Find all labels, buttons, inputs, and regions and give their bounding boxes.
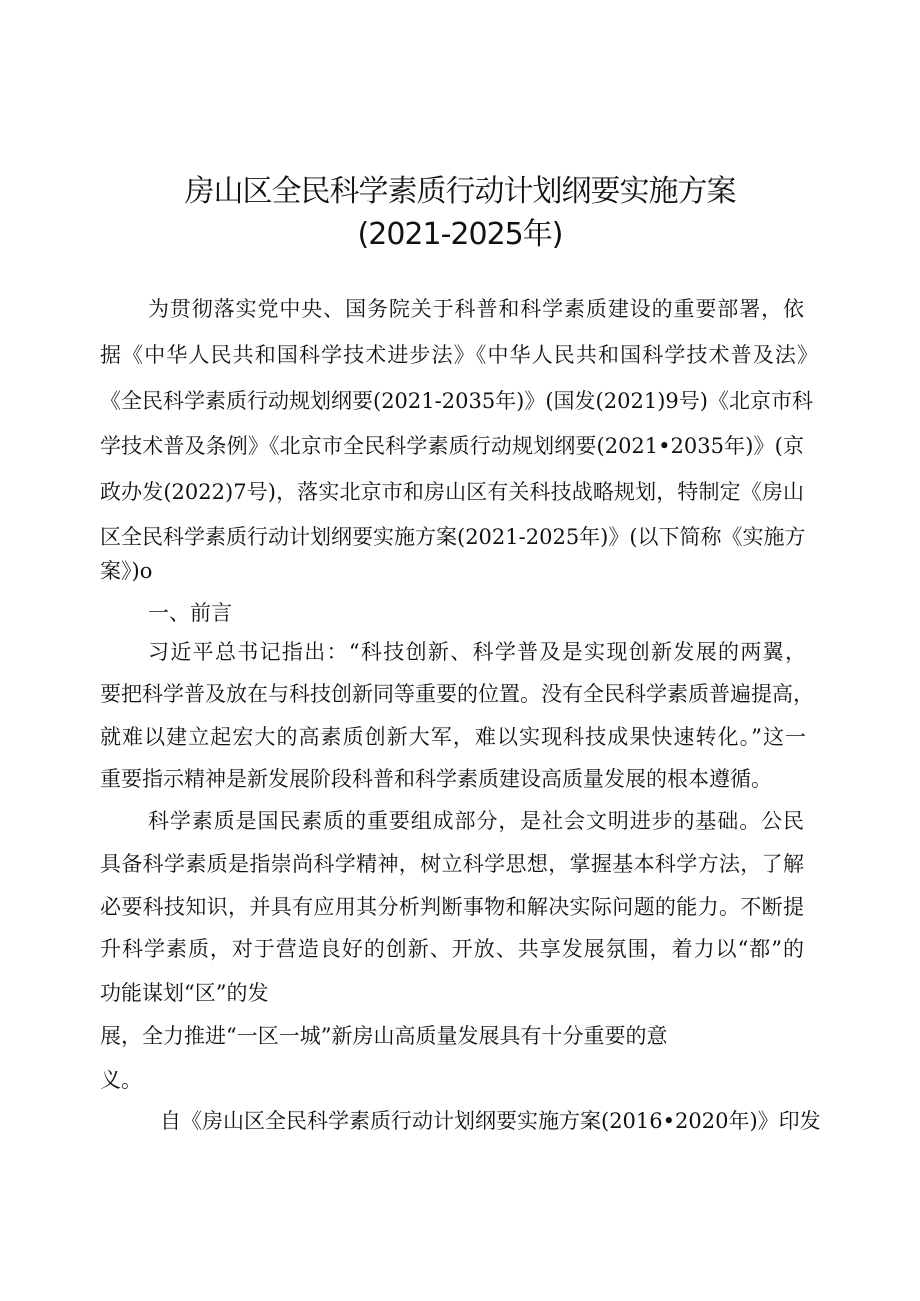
paragraph-line: 义。	[100, 1068, 142, 1092]
paragraph-line: 学技术普及条例》《北京市全民科学素质行动规划纲要(2021•2035年)》(京	[100, 434, 804, 458]
paragraph-line: 必要科技知识，并具有应用其分析判断事物和解决实际问题的能力。不断提	[100, 895, 804, 919]
paragraph-line: 据《中华人民共和国科学技术进步法》《中华人民共和国科学技术普及法》	[100, 343, 818, 367]
paragraph-line: 重要指示精神是新发展阶段科普和科学素质建设高质量发展的根本遵循。	[100, 767, 772, 791]
document-title: 房山区全民科学素质行动计划纲要实施方案	[184, 174, 736, 209]
paragraph-line: 就难以建立起宏大的高素质创新大军，难以实现科技成果快速转化。”这一	[100, 725, 806, 749]
paragraph-line: 自《房山区全民科学素质行动计划纲要实施方案(2016•2020年)》印发	[160, 1109, 821, 1133]
paragraph-line: 区全民科学素质行动计划纲要实施方案(2021-2025年)》(以下简称《实施方	[100, 525, 806, 549]
paragraph-line: 《全民科学素质行动规划纲要(2021-2035年)》(国发(2021)9号)《北京市科	[100, 389, 813, 413]
paragraph-line: 具备科学素质是指崇尚科学精神，树立科学思想，掌握基本科学方法，了解	[100, 852, 804, 876]
paragraph-line: 科学素质是国民素质的重要组成部分，是社会文明进步的基础。公民	[148, 809, 804, 833]
paragraph-line: 习近平总书记指出：“科技创新、科学普及是实现创新发展的两翼，	[148, 640, 806, 664]
paragraph-line: 为贯彻落实党中央、国务院关于科普和科学素质建设的重要部署，依	[148, 297, 804, 321]
paragraph-line: 案》)o	[100, 559, 153, 583]
paragraph-line: 政办发(2022)7号)，落实北京市和房山区有关科技战略规划，特制定《房山	[100, 480, 804, 504]
paragraph-line: 要把科学普及放在与科技创新同等重要的位置。没有全民科学素质普遍提高，	[100, 682, 814, 706]
section-heading: 一、前言	[148, 601, 232, 625]
document-title-years: (2021-2025年)	[357, 217, 563, 252]
paragraph-line: 功能谋划“区”的发	[100, 981, 269, 1005]
paragraph-line: 展，全力推进“一区一城”新房山高质量发展具有十分重要的意	[100, 1024, 668, 1048]
paragraph-line: 升科学素质，对于营造良好的创新、开放、共享发展氛围，着力以“都”的	[100, 937, 804, 961]
